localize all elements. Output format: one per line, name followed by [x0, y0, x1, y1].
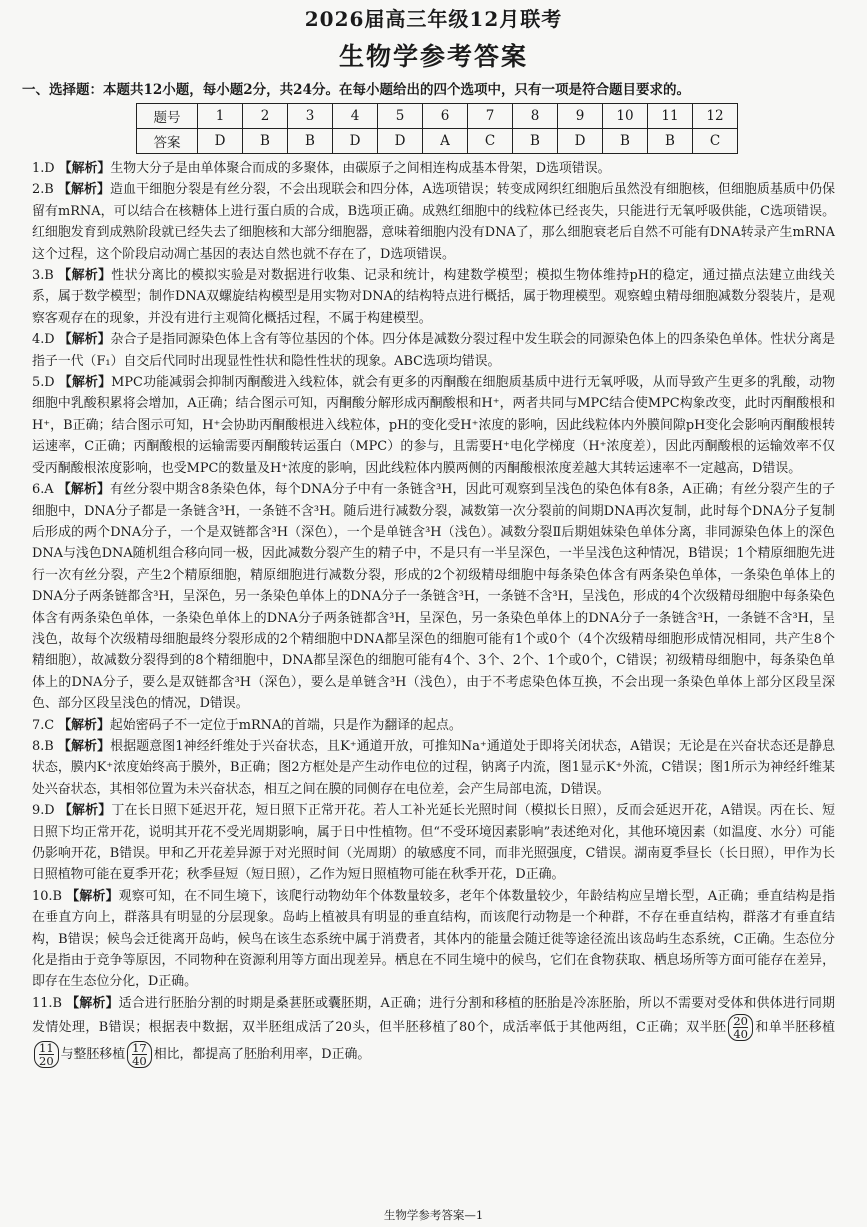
- fraction-whole-embryo: [127, 1041, 152, 1068]
- answer-cell: B: [648, 129, 693, 154]
- item-number: 3.B: [32, 268, 54, 284]
- item-number: 2.B: [32, 182, 54, 198]
- item-number: 5.D: [32, 375, 55, 391]
- item-text: 和单半胚移植: [754, 1020, 835, 1036]
- fraction-single-half-embryo: [34, 1041, 59, 1068]
- analysis-tag: 【解析】: [58, 332, 111, 348]
- item-text: 适合进行胚胎分割的时期是桑葚胚或囊胚期，A正确；进行分割和移植的胚胎是冷冻胚胎，所以不需要对受体和供体进行同期发情处理，B错误；根据表中数据，双半胚组成活了20头，但半胚移植了80个，成活率低于其他两组，C正确；双半胚: [32, 995, 835, 1036]
- question-number-cell: 2: [243, 104, 288, 129]
- page-footer: 生物学参考答案—1: [383, 1208, 484, 1222]
- fraction-numerator: 11: [39, 1041, 54, 1056]
- fraction-denominator: 20: [39, 1054, 54, 1069]
- analysis-tag: 【解析】: [58, 182, 111, 198]
- item-number: 7.C: [32, 717, 55, 733]
- explanation-item: [32, 265, 835, 329]
- analysis-tag: 【解析】: [58, 803, 112, 819]
- question-number-cell: 12: [693, 104, 738, 129]
- analysis-tag: 【解析】: [66, 995, 119, 1011]
- explanation-item: [32, 479, 835, 714]
- item-number: 1.D: [32, 161, 55, 176]
- question-number-cell: 9: [558, 104, 603, 129]
- item-text: 性状分离比的模拟实验是对数据进行收集、记录和统计，构建数学模型；模拟生物体维持pH的稳定，通过描点法建立曲线关系，属于数学模型；制作DNA双螺旋结构模型是用实物对DNA的结构特点进行概括，属于物理模型。观察蝗虫精母细胞减数分裂装片，是观察客观存在的现象，并没有进行主观简化概括过程，不属于构建模型。: [32, 268, 835, 326]
- analysis-tag: 【解析】: [58, 717, 110, 733]
- answer-cell: B: [513, 129, 558, 154]
- item-text: 杂合子是指同源染色体上含有等位基因的个体。四分体是减数分裂过程中发生联会的同源染色体上的四条染色单体。性状分离是指子一代（F₁）自交后代同时出现显性性状和隐性性状的现象。ABC选项均错误。: [32, 332, 835, 369]
- item-text: 观察可知，在不同生境下，该爬行动物幼年个体数量较多，老年个体数量较少，年龄结构应呈增长型，A正确；垂直结构是指在垂直方向上，群落具有明显的分层现象。岛屿上植被具有明显的垂直结构，而该爬行动物是一个种群，不存在垂直结构，群落才有垂直结构，B错误；候鸟会迁徙离开岛屿，候鸟在该生态系统中属于消费者，其体内的能量会随迁徙等途径流出该岛屿生态系统，C正确。生态位分化是指由于竞争等原因，不同物种在资源利用等方面出现差异。栖息在不同生境中的候鸟，它们在食物获取、栖息场所等方面可能存在差异，即存在生态位分化，D正确。: [32, 888, 835, 990]
- fraction-denominator: 40: [132, 1054, 147, 1069]
- answer-cell: A: [423, 129, 468, 154]
- fraction-double-half-embryo: [728, 1014, 753, 1041]
- explanation-item: [32, 800, 835, 886]
- question-number-cell: 7: [468, 104, 513, 129]
- question-number-cell: 3: [288, 104, 333, 129]
- answer-table: [136, 103, 738, 154]
- item-text: 相比，都提高了胚胎利用率，D正确。: [153, 1047, 371, 1063]
- item-number: 4.D: [32, 332, 55, 348]
- item-text: 根据题意图1神经纤维处于兴奋状态，且K⁺通道开放，可推知Na⁺通道处于即将关闭状态，A错误；无论是在兴奋状态还是静息状态，膜内K⁺浓度始终高于膜外，B正确；图2方框处是产生动作电位的过程，钠离子内流，图1显示K⁺外流，C错误；图1所示为神经纤维某处兴奋状态，其相邻位置为未兴奋状态，相互之间在膜的同侧存在电位差，会产生局部电流，D错误。: [32, 738, 835, 797]
- item-number: 10.B: [32, 888, 62, 904]
- explanation-item: [32, 179, 835, 265]
- item-text: 丁在长日照下延迟开花，短日照下正常开花。若人工补光延长光照时间（模拟长日照），反而会延迟开花，A错误。丙在长、短日照下均正常开花，说明其开花不受光周期影响，属于日中性植物。但“不受环境因素影响”表述绝对化，其他环境因素（如温度、水分）可能仍影响开花，B错误。甲和乙开花差异源于对光照时间（光周期）的敏感度不同，而非光照强度，C错误。湖南夏季昼长（长日照），甲作为长日照植物可能在夏季开花；秋季昼短（短日照），乙作为短日照植物可能在秋季开花，D正确。: [32, 803, 835, 883]
- item-text: 有丝分裂中期含8条染色体，每个DNA分子中有一条链含³H，因此可观察到呈浅色的染色体有8条，A正确；有丝分裂产生的子细胞中，DNA分子都是一条链含³H，一条链不含³H。随后进行减数分裂，减数第一次分裂前的间期DNA再次复制，此时每个DNA分子复制后形成的两个DNA分子，一个是双链都含³H（深色），一个是单链含³H（浅色）。减数分裂Ⅱ后期姐妹染色单体分离，非同源染色体上的深色DNA与浅色DNA随机组合移向同一极，因此减数分裂产生的精子中，不是只有一半呈深色，一半呈浅色这种情况，B错误；1个精原细胞先进行一次有丝分裂，产生2个精原细胞，精原细胞进行减数分裂，形成的2个初级精母细胞中每条染色体含有两条染色单体，一条染色单体上的DNA分子两条链都含³H，呈深色，另一条染色单体上的DNA分子一条链含³H，一条链不含³H，呈浅色，形成的4个次级精母细胞中每条染色体含有两条染色单体，一条染色单体上的DNA分子两条链都含³H，呈深色，另一条染色单体上的DNA分子一条链含³H，一条链不含³H，呈浅色，故每个次级精母细胞最终分裂形成的2个精细胞中DNA都呈深色的细胞可能有1个或0个（4个次级精母细胞形成情况相同，共产生8个精细胞），故减数分裂得到的8个精细胞中，DNA都呈深色的细胞可能有4个、3个、2个、1个或0个，C错误；初级精母细胞中，每条染色单体上的DNA分子，要么是双链都含³H（深色），要么是单链含³H（浅色），由于不考虑染色体互换，不会出现一条染色单体上部分区段呈深色、部分区段呈浅色的情况，D错误。: [32, 482, 836, 712]
- analysis-tag: 【解析】: [58, 161, 111, 176]
- analysis-tag: 【解析】: [58, 268, 112, 284]
- item-number: 8.B: [32, 738, 54, 754]
- analysis-tag: 【解析】: [57, 482, 110, 498]
- table-header-cell: 题号: [137, 104, 198, 129]
- item-number: 6.A: [32, 482, 54, 498]
- section-heading: 一、选择题：本题共12小题，每小题2分，共24分。在每小题给出的四个选项中，只有一项是符合题目要求的。: [22, 82, 690, 98]
- question-number-cell: 8: [513, 104, 558, 129]
- question-number-cell: 5: [378, 104, 423, 129]
- answer-table-number-row: [137, 104, 738, 129]
- analysis-tag: 【解析】: [58, 375, 112, 391]
- question-number-cell: 10: [603, 104, 648, 129]
- exam-title: 2026届高三年级12月联考: [304, 7, 563, 31]
- question-number-cell: 4: [333, 104, 378, 129]
- table-header-cell: 答案: [137, 129, 198, 154]
- answer-table-answer-row: [137, 129, 738, 154]
- item-text: 造血干细胞分裂是有丝分裂，不会出现联会和四分体，A选项错误；转变成网织红细胞后虽然没有细胞核，但细胞质基质中仍保留有mRNA，可以结合在核糖体上进行蛋白质的合成，B选项正确。成熟红细胞中的线粒体已经丧失，只能进行无氧呼吸供能，C选项错误。红细胞发育到成熟阶段就已经失去了细胞核和大部分细胞器，意味着细胞内没有DNA了，那么细胞衰老后自然不可能有DNA转录产生mRNA这个过程，这个阶段启动凋亡基因的表达自然也就不存在了，D选项错误。: [32, 182, 835, 262]
- answer-cell: C: [693, 129, 738, 154]
- explanation-item: [32, 886, 835, 993]
- explanation-item: [32, 158, 835, 179]
- answer-cell: B: [288, 129, 333, 154]
- answer-cell: D: [378, 129, 423, 154]
- item-text: MPC功能减弱会抑制丙酮酸进入线粒体，就会有更多的丙酮酸在细胞质基质中进行无氧呼吸，从而导致产生更多的乳酸，动物细胞中乳酸积累将会增加，A正确；结合图示可知，丙酮酸分解形成丙酮酸根和H⁺，两者共同与MPC结合使MPC构象改变，此时丙酮酸根和H⁺，B正确；结合图示可知，H⁺会协助丙酮酸根进入线粒体，pH的变化受H⁺浓度的影响，因此线粒体内外膜间隙pH变化会影响丙酮酸根转运速率，C正确；丙酮酸根的运输需要丙酮酸转运蛋白（MPC）的参与，且需要H⁺电化学梯度（H⁺浓度差），因此丙酮酸根的运输效率不仅受丙酮酸根浓度影响，也受MPC的数量及H⁺浓度的影响，因此线粒体内膜两侧的丙酮酸根浓度差越大其转运速率不一定越高，D错误。: [32, 375, 836, 476]
- document-title: 生物学参考答案: [338, 42, 528, 71]
- explanation-item: [32, 372, 835, 479]
- answer-cell: D: [558, 129, 603, 154]
- explanation-item: [32, 736, 835, 800]
- fraction-denominator: 40: [733, 1027, 748, 1042]
- analysis-tag: 【解析】: [66, 888, 119, 904]
- item-number: 11.B: [32, 995, 62, 1011]
- answer-cell: C: [468, 129, 513, 154]
- answer-cell: D: [198, 129, 243, 154]
- answer-cell: D: [333, 129, 378, 154]
- answer-cell: B: [243, 129, 288, 154]
- question-number-cell: 6: [423, 104, 468, 129]
- item-text: 生物大分子是由单体聚合而成的多聚体，由碳原子之间相连构成基本骨架，D选项错误。: [110, 161, 611, 176]
- question-number-cell: 11: [648, 104, 693, 129]
- item-text: 与整胚移植: [60, 1047, 126, 1063]
- question-number-cell: 1: [198, 104, 243, 129]
- fraction-numerator: 17: [132, 1041, 147, 1056]
- explanation-item: [32, 329, 835, 372]
- explanation-item: [32, 993, 835, 1068]
- item-number: 9.D: [32, 803, 55, 819]
- item-text: 起始密码子不一定位于mRNA的首端，只是作为翻译的起点。: [109, 717, 462, 733]
- answer-cell: B: [603, 129, 648, 154]
- analysis-tag: 【解析】: [58, 738, 111, 754]
- fraction-numerator: 20: [733, 1014, 748, 1029]
- explanation-item: [32, 715, 835, 736]
